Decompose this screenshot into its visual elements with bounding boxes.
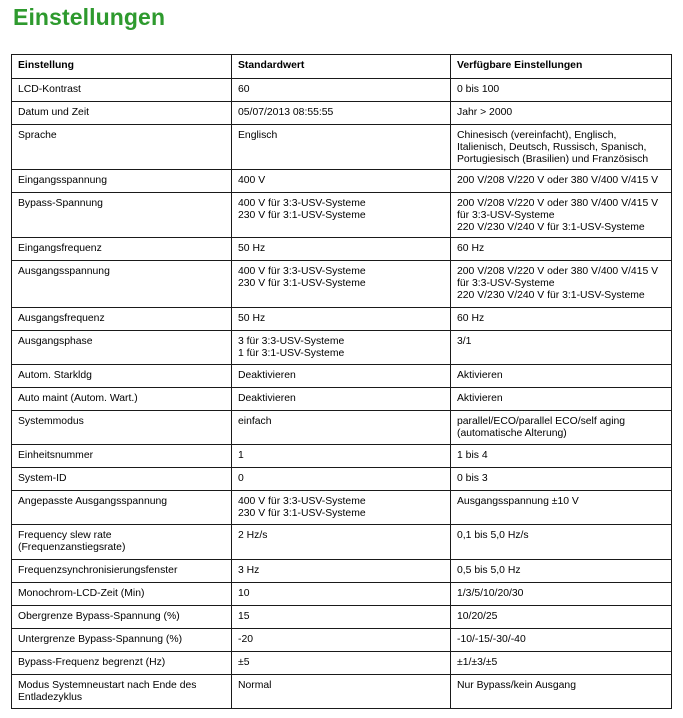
cell-default: 60: [232, 79, 451, 102]
settings-table: [11, 54, 672, 709]
cell-available: parallel/ECO/parallel ECO/self aging (automatische Alterung): [451, 411, 672, 445]
table-row: [12, 308, 672, 331]
cell-default: 50 Hz: [232, 308, 451, 331]
cell-setting: Untergrenze Bypass-Spannung (%): [12, 629, 232, 652]
table-row: [12, 675, 672, 709]
column-header-default: Standardwert: [232, 55, 451, 79]
cell-available: Jahr > 2000: [451, 102, 672, 125]
cell-setting: Bypass-Frequenz begrenzt (Hz): [12, 652, 232, 675]
table-row: [12, 411, 672, 445]
cell-setting: Modus Systemneustart nach Ende des Entladezyklus: [12, 675, 232, 709]
cell-default: 15: [232, 606, 451, 629]
cell-default: 400 V für 3:3-USV-Systeme 230 V für 3:1-USV-Systeme: [232, 193, 451, 238]
cell-available: 1 bis 4: [451, 445, 672, 468]
cell-default: Normal: [232, 675, 451, 709]
cell-default: Deaktivieren: [232, 388, 451, 411]
table-row: [12, 170, 672, 193]
cell-setting: Einheitsnummer: [12, 445, 232, 468]
cell-available: 0 bis 100: [451, 79, 672, 102]
table-header-row: [12, 55, 672, 79]
cell-available: 200 V/208 V/220 V oder 380 V/400 V/415 V für 3:3-USV-Systeme 220 V/230 V/240 V für 3:1-USV-Systeme: [451, 261, 672, 308]
cell-available: 10/20/25: [451, 606, 672, 629]
table-row: [12, 583, 672, 606]
cell-default: Deaktivieren: [232, 365, 451, 388]
cell-setting: Ausgangsfrequenz: [12, 308, 232, 331]
table-row: [12, 238, 672, 261]
table-row: [12, 606, 672, 629]
cell-available: 3/1: [451, 331, 672, 365]
cell-default: 3 für 3:3-USV-Systeme 1 für 3:1-USV-Systeme: [232, 331, 451, 365]
cell-available: ±1/±3/±5: [451, 652, 672, 675]
cell-available: Chinesisch (vereinfacht), Englisch, Italienisch, Deutsch, Russisch, Spanisch, Portugiesisch (Brasilien) und Französisch: [451, 125, 672, 170]
cell-setting: Bypass-Spannung: [12, 193, 232, 238]
table-row: [12, 525, 672, 560]
cell-default: Englisch: [232, 125, 451, 170]
cell-setting: Obergrenze Bypass-Spannung (%): [12, 606, 232, 629]
table-row: [12, 331, 672, 365]
cell-setting: Auto maint (Autom. Wart.): [12, 388, 232, 411]
cell-default: 10: [232, 583, 451, 606]
cell-setting: Sprache: [12, 125, 232, 170]
cell-default: 2 Hz/s: [232, 525, 451, 560]
cell-default: einfach: [232, 411, 451, 445]
cell-setting: Datum und Zeit: [12, 102, 232, 125]
table-row: [12, 468, 672, 491]
table-body: [12, 79, 672, 709]
cell-default: -20: [232, 629, 451, 652]
cell-available: Nur Bypass/kein Ausgang: [451, 675, 672, 709]
cell-available: -10/-15/-30/-40: [451, 629, 672, 652]
cell-setting: Ausgangsspannung: [12, 261, 232, 308]
table-row: [12, 629, 672, 652]
cell-setting: Autom. Starkldg: [12, 365, 232, 388]
cell-available: 60 Hz: [451, 238, 672, 261]
cell-default: 3 Hz: [232, 560, 451, 583]
cell-setting: Systemmodus: [12, 411, 232, 445]
cell-available: 0 bis 3: [451, 468, 672, 491]
table-row: [12, 560, 672, 583]
cell-default: 400 V: [232, 170, 451, 193]
cell-available: Aktivieren: [451, 365, 672, 388]
cell-default: ±5: [232, 652, 451, 675]
cell-available: 200 V/208 V/220 V oder 380 V/400 V/415 V: [451, 170, 672, 193]
cell-setting: LCD-Kontrast: [12, 79, 232, 102]
page-title: Einstellungen: [13, 4, 166, 30]
table-row: [12, 652, 672, 675]
table-row: [12, 365, 672, 388]
cell-available: 0,1 bis 5,0 Hz/s: [451, 525, 672, 560]
cell-setting: Angepasste Ausgangsspannung: [12, 491, 232, 525]
table-row: [12, 125, 672, 170]
table-row: [12, 445, 672, 468]
cell-default: 400 V für 3:3-USV-Systeme 230 V für 3:1-USV-Systeme: [232, 491, 451, 525]
cell-available: 200 V/208 V/220 V oder 380 V/400 V/415 V für 3:3-USV-Systeme 220 V/230 V/240 V für 3:1-USV-Systeme: [451, 193, 672, 238]
table-row: [12, 388, 672, 411]
cell-available: 0,5 bis 5,0 Hz: [451, 560, 672, 583]
table-row: [12, 79, 672, 102]
cell-setting: Frequency slew rate (Frequenzanstiegsrate): [12, 525, 232, 560]
cell-setting: Eingangsspannung: [12, 170, 232, 193]
column-header-available: Verfügbare Einstellungen: [451, 55, 672, 79]
cell-setting: Monochrom-LCD-Zeit (Min): [12, 583, 232, 606]
cell-setting: Frequenzsynchronisierungsfenster: [12, 560, 232, 583]
cell-setting: System-ID: [12, 468, 232, 491]
table-row: [12, 193, 672, 238]
table-row: [12, 261, 672, 308]
cell-available: Aktivieren: [451, 388, 672, 411]
cell-default: 400 V für 3:3-USV-Systeme 230 V für 3:1-USV-Systeme: [232, 261, 451, 308]
cell-default: 50 Hz: [232, 238, 451, 261]
column-header-setting: Einstellung: [12, 55, 232, 79]
cell-available: 1/3/5/10/20/30: [451, 583, 672, 606]
table-row: [12, 102, 672, 125]
cell-setting: Ausgangsphase: [12, 331, 232, 365]
cell-setting: Eingangsfrequenz: [12, 238, 232, 261]
cell-default: 1: [232, 445, 451, 468]
cell-default: 05/07/2013 08:55:55: [232, 102, 451, 125]
cell-available: Ausgangsspannung ±10 V: [451, 491, 672, 525]
cell-available: 60 Hz: [451, 308, 672, 331]
table-row: [12, 491, 672, 525]
cell-default: 0: [232, 468, 451, 491]
